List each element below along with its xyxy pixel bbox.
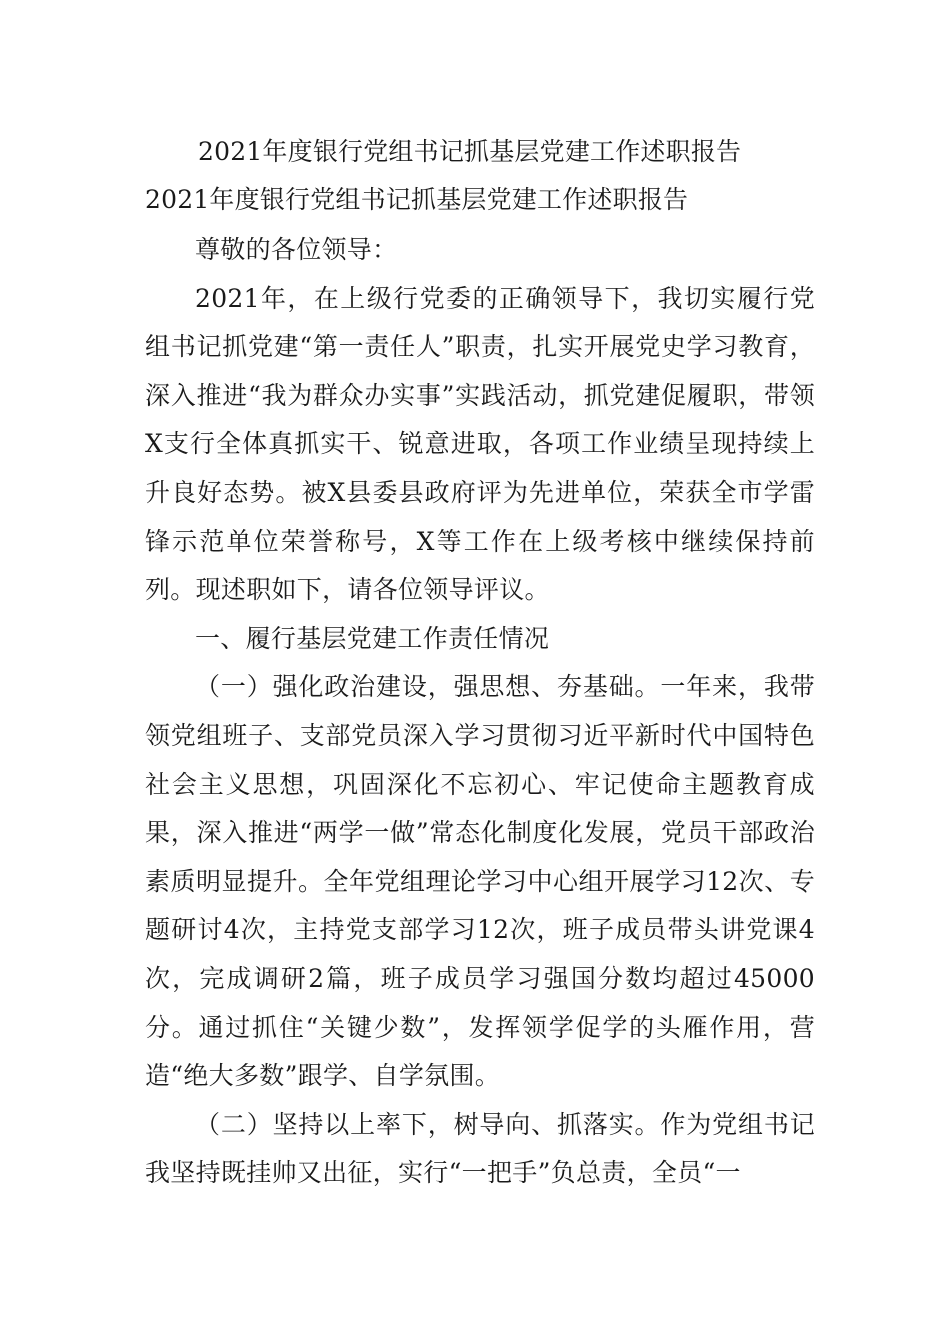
section-heading-1: 一、履行基层党建工作责任情况 [195, 623, 550, 653]
paragraph-intro: 2021年，在上级行党委的正确领导下，我切实履行党组书记抓党建“第一责任人”职责，扎实开展党史学习教育，深入推进“我为群众办实事”实践活动，抓党建促履职，带领X支行全体真抓实干、锐意进取，各项工作业绩呈现持续上升良好态势。被X县委县政府评为先进单位，荣获全市学雷锋示范单位荣誉称号，X等工作在上级考核中继续保持前列。现述职如下，请各位领导评议。 [145, 283, 815, 605]
document-title-repeat: 2021年度银行党组书记抓基层党建工作述职报告 [145, 185, 689, 214]
document-title: 2021年度银行党组书记抓基层党建工作述职报告 [198, 137, 742, 166]
paragraph-subsection-1: （一）强化政治建设，强思想、夯基础。一年来，我带领党组班子、支部党员深入学习贯彻习近平新时代中国特色社会主义思想，巩固深化不忘初心、牢记使命主题教育成果，深入推进“两学一做”常态化制度化发展，党员干部政治素质明显提升。全年党组理论学习中心组开展学习12次、专题研讨4次，主持党支部学习12次，班子成员带头讲党课4次，完成调研2篇，班子成员学习强国分数均超过45000分。通过抓住“关键少数”，发挥领学促学的头雁作用，营造“绝大多数”跟学、自学氛围。 [145, 672, 815, 1091]
salutation: 尊敬的各位领导： [195, 235, 398, 264]
paragraph-subsection-2: （二）坚持以上率下，树导向、抓落实。作为党组书记我坚持既挂帅又出征，实行“一把手”负总责，全员“一 [145, 1109, 815, 1188]
document-body [145, 226, 815, 1198]
